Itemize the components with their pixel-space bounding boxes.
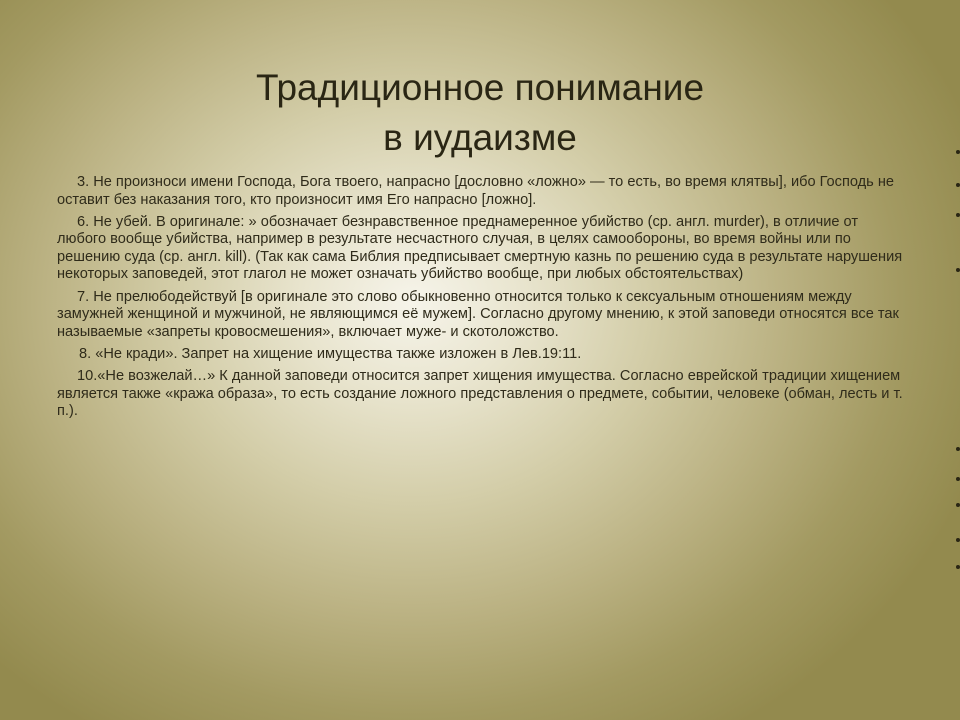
edge-dot-decoration	[956, 447, 960, 451]
edge-dot-decoration	[956, 538, 960, 542]
slide-title	[0, 63, 960, 163]
paragraph-commandment-10: 10.«Не возжелай…» К данной заповеди относится запрет хищения имущества. Согласно еврейской традиции хищением является также «кража образа», то есть создание ложного представления о предмете, событии, человеке (обман, лесть и т. п.).	[57, 367, 903, 420]
edge-dot-decoration	[956, 503, 960, 507]
edge-dot-decoration	[956, 268, 960, 272]
paragraph-commandment-7: 7. Не прелюбодействуй [в оригинале это слово обыкновенно относится только к сексуальным отношениям между замужней женщиной и мужчиной, не являющимся её мужем]. Согласно другому мнению, к этой заповеди относятся все так называемые «запреты кровосмешения», включает муже- и скотоложство.	[57, 288, 899, 340]
edge-dot-decoration	[956, 183, 960, 187]
paragraph-commandment-3: 3. Не произноси имени Господа, Бога твоего, напрасно [дословно «ложно» — то есть, во время клятвы], ибо Господь не оставит без наказания того, кто произносит имя Его напрасно [ложно].	[57, 174, 895, 208]
edge-dot-decoration	[956, 150, 960, 154]
edge-dot-decoration	[956, 477, 960, 481]
slide-body	[57, 174, 907, 425]
paragraph-commandment-6: 6. Не убей. В оригинале: » обозначает безнравственное преднамеренное убийство (ср. англ. murder), в отличие от любого вообще убийства, например в результате несчастного случая, в целях самообороны, во время войны или по решению суда (ср. англ. kill). (Так как сама Библия предписывает смертную казнь по решению суда в результате нарушения некоторых заповедей, этот глагол не может означать убийство вообще, при любых обстоятельствах)	[57, 213, 903, 283]
slide-title-line-2: в иудаизме	[383, 116, 577, 158]
edge-dot-decoration	[956, 565, 960, 569]
slide-title-line-1: Традиционное понимание	[255, 66, 705, 108]
paragraph-commandment-8: 8. «Не кради». Запрет на хищение имущества также изложен в Лев.19:11.	[79, 345, 582, 362]
edge-dot-decoration	[956, 213, 960, 217]
